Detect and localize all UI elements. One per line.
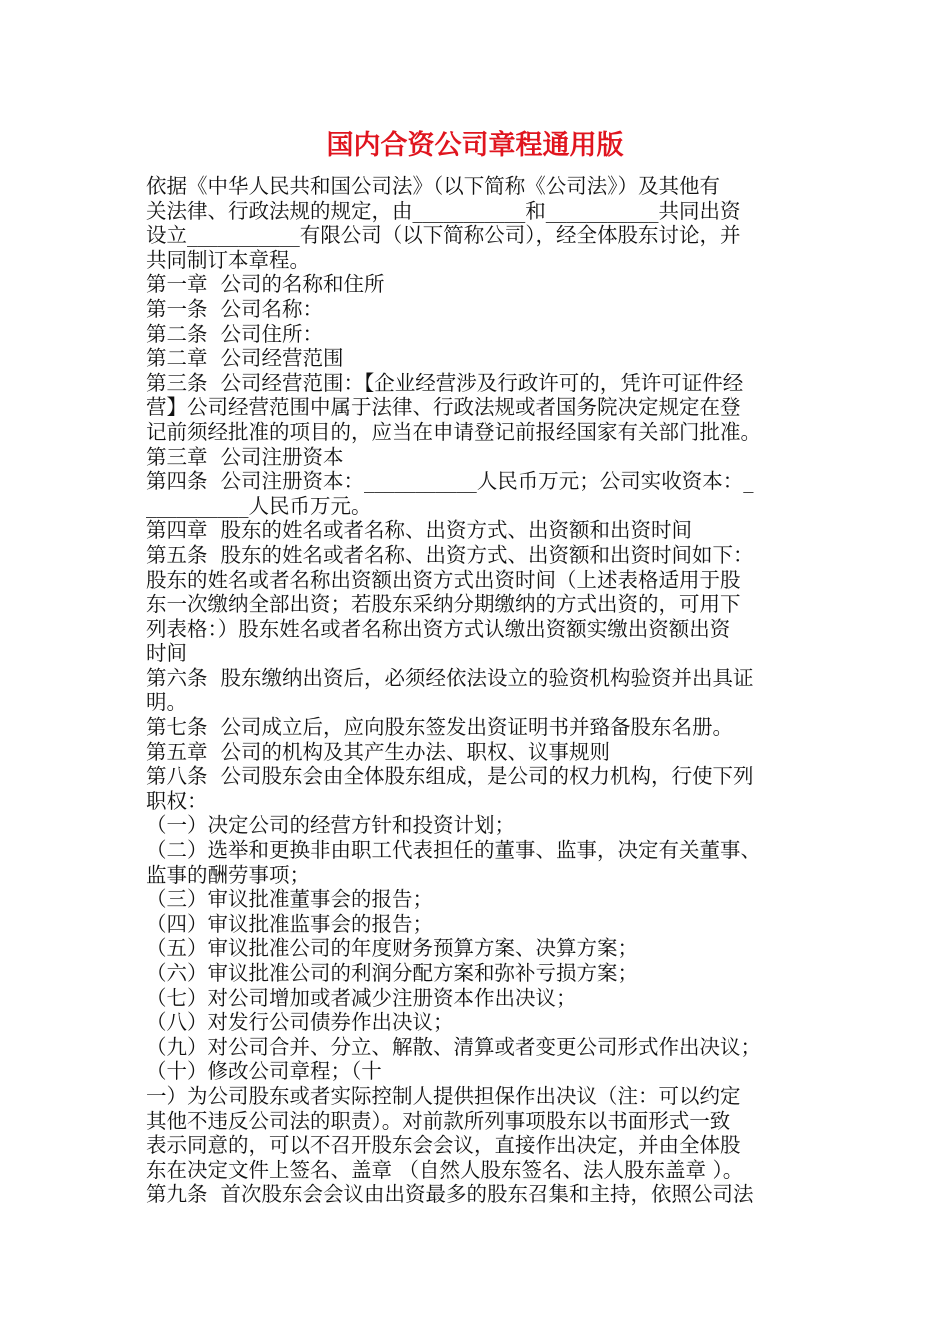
text-line: 职权： <box>146 788 208 813</box>
text-line: 表示同意的，可以不召开股东会会议，直接作出决定，并由全体股 <box>146 1133 741 1158</box>
list-item: （二）选举和更换非由职工代表担任的董事、监事，决定有关董事、 <box>146 838 761 863</box>
chapter-heading: 第二章 公司经营范围 <box>146 346 344 371</box>
text-line: 营】公司经营范围中属于法律、行政法规或者国务院决定规定在登 <box>146 395 741 420</box>
article-line: 第一条 公司名称： <box>146 296 324 321</box>
article-line: 第二条 公司住所： <box>146 321 324 346</box>
text-line: __________人民币万元。 <box>146 493 372 518</box>
chapter-heading: 第四章 股东的姓名或者名称、出资方式、出资额和出资时间 <box>146 518 693 543</box>
list-item: （一）决定公司的经营方针和投资计划； <box>146 813 515 838</box>
text-line: 关法律、行政法规的规定，由___________和___________共同出资 <box>146 198 741 223</box>
document-title: 国内合资公司章程通用版 <box>326 130 624 161</box>
article-line: 第九条 首次股东会会议由出资最多的股东召集和主持，依照公司法 <box>146 1182 754 1207</box>
list-item: （三）审议批准董事会的报告； <box>146 887 433 912</box>
list-item: （八）对发行公司债券作出决议； <box>146 1010 454 1035</box>
text-line: 东一次缴纳全部出资；若股东采纳分期缴纳的方式出资的，可用下 <box>146 592 741 617</box>
list-item: （九）对公司合并、分立、解散、清算或者变更公司形式作出决议； <box>146 1034 761 1059</box>
article-line: 第五条 股东的姓名或者名称、出资方式、出资额和出资时间如下： <box>146 542 754 567</box>
text-line: 监事的酬劳事项； <box>146 862 310 887</box>
text-line: 股东的姓名或者名称出资额出资方式出资时间（上述表格适用于股 <box>146 567 741 592</box>
text-line: 记前须经批准的项目的，应当在申请登记前报经国家有关部门批准。 <box>146 419 761 444</box>
text-line: 依据《中华人民共和国公司法》（以下简称《公司法》）及其他有 <box>146 174 720 198</box>
list-item: （五）审议批准公司的年度财务预算方案、决算方案； <box>146 936 638 961</box>
text-line: 东在决定文件上签名、盖章 （自然人股东签名、法人股东盖章 ）。 <box>146 1157 744 1182</box>
list-item: （十）修改公司章程；（十 <box>146 1059 382 1084</box>
chapter-heading: 第五章 公司的机构及其产生办法、职权、议事规则 <box>146 739 611 764</box>
text-line: 列表格：）股东姓名或者名称出资方式认缴出资额实缴出资额出资 <box>146 616 731 641</box>
list-item: （六）审议批准公司的利润分配方案和弥补亏损方案； <box>146 961 638 985</box>
text-line: 其他不违反公司法的职责）。对前款所列事项股东以书面形式一致 <box>146 1108 731 1133</box>
text-line: 时间 <box>146 641 187 666</box>
list-item: （七）对公司增加或者减少注册资本作出决议； <box>146 985 577 1010</box>
article-line: 第四条 公司注册资本：___________人民币万元；公司实收资本：_ <box>146 469 754 494</box>
chapter-heading: 第一章 公司的名称和住所 <box>146 272 385 297</box>
list-item: （四）审议批准监事会的报告； <box>146 911 433 936</box>
text-line: 一）为公司股东或者实际控制人提供担保作出决议（注：可以约定 <box>146 1083 741 1108</box>
article-line: 第七条 公司成立后，应向股东签发出资证明书并臵备股东名册。 <box>146 715 734 740</box>
text-line: 明。 <box>146 690 187 715</box>
article-line: 第八条 公司股东会由全体股东组成，是公司的权力机构，行使下列 <box>146 764 754 789</box>
article-line: 第六条 股东缴纳出资后，必须经依法设立的验资机构验资并出具证 <box>146 665 754 690</box>
article-line: 第三条 公司经营范围：【企业经营涉及行政许可的，凭许可证件经 <box>146 370 744 395</box>
chapter-heading: 第三章 公司注册资本 <box>146 444 344 469</box>
text-line: 共同制订本章程。 <box>146 247 310 272</box>
document-body <box>146 174 826 1207</box>
text-line: 设立___________有限公司（以下简称公司），经全体股东讨论，并 <box>146 223 741 248</box>
